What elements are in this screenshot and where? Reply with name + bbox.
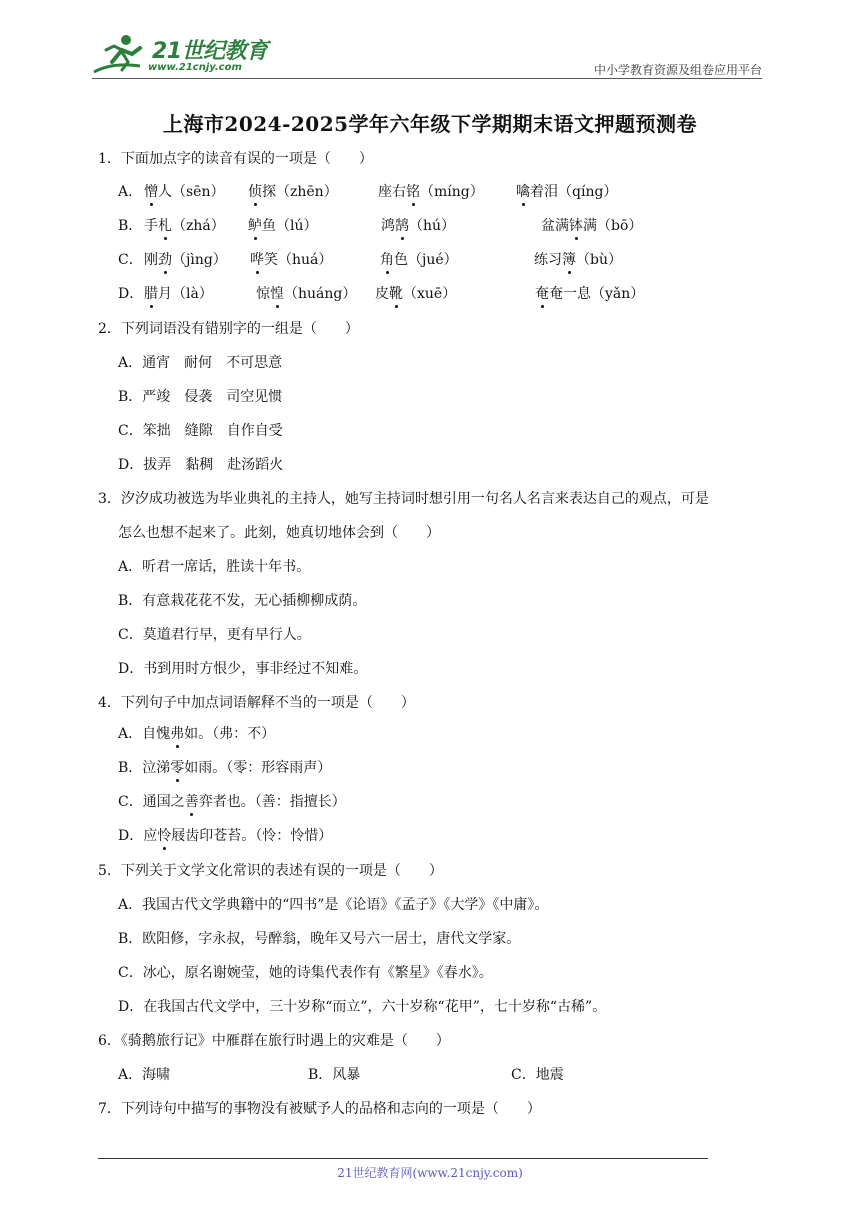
question-2-stem: 2．下列词语没有错别字的一组是（ ） — [98, 321, 359, 337]
page-header — [92, 28, 762, 80]
runner-logo-icon — [92, 32, 152, 78]
question-3-option-b[interactable]: B．有意栽花花不发，无心插柳柳成荫。 — [118, 593, 367, 609]
footer-divider — [98, 1158, 708, 1159]
question-7-stem: 7．下列诗句中描写的事物没有被赋予人的品格和志向的一项是（ ） — [98, 1101, 541, 1117]
question-2-option-c[interactable]: C．笨拙 缝隙 自作自受 — [118, 423, 283, 439]
question-4-option-c[interactable]: C．通国之善弈者也。（善：指擅长） — [118, 794, 346, 810]
logo — [92, 32, 292, 78]
question-6-option-b[interactable]: B．风暴 — [308, 1067, 361, 1083]
question-5-option-a[interactable]: A．我国古代文学典籍中的“四书”是《论语》《孟子》《大学》《中庸》。 — [118, 897, 549, 913]
header-divider — [92, 78, 762, 79]
logo-text: 21世纪教育 — [152, 39, 268, 64]
question-3-stem: 3．汐汐成功被选为毕业典礼的主持人，她写主持词时想引用一句名人名言来表达自己的观点，可是 — [98, 491, 709, 507]
question-4-option-a[interactable]: A．自愧弗如。（弗：不） — [118, 726, 276, 742]
question-3-option-a[interactable]: A．听君一席话，胜读十年书。 — [118, 559, 311, 575]
question-4-option-b[interactable]: B．泣涕零如雨。（零：形容雨声） — [118, 760, 332, 776]
question-4-stem: 4．下列句子中加点词语解释不当的一项是（ ） — [98, 695, 415, 711]
question-6-stem: 6．《骑鹅旅行记》中雁群在旅行时遇上的灾难是（ ） — [98, 1033, 450, 1049]
question-5-option-d[interactable]: D．在我国古代文学中，三十岁称“而立”，六十岁称“花甲”，七十岁称“古稀”。 — [118, 999, 607, 1015]
question-6-option-a[interactable]: A．海啸 — [118, 1067, 171, 1083]
question-5-option-b[interactable]: B．欧阳修，字永叔，号醉翁，晚年又号六一居士，唐代文学家。 — [118, 931, 521, 947]
question-6-option-c[interactable]: C．地震 — [511, 1067, 564, 1083]
question-3-option-c[interactable]: C．莫道君行早，更有早行人。 — [118, 627, 311, 643]
question-5-option-c[interactable]: C．冰心，原名谢婉莹，她的诗集代表作有《繁星》《春水》。 — [118, 965, 493, 981]
page-title: 上海市2024-2025学年六年级下学期期末语文押题预测卷 — [162, 112, 698, 136]
question-2-option-b[interactable]: B．严竣 侵袭 司空见惯 — [118, 389, 283, 405]
question-2-option-a[interactable]: A．通宵 耐何 不可思意 — [118, 355, 283, 371]
question-3-stem-continued: 怎么也想不起来了。此刻，她真切地体会到（ ） — [118, 525, 440, 541]
question-1-stem: 1．下面加点字的读音有误的一项是（ ） — [98, 151, 373, 167]
question-4-option-d[interactable]: D．应怜屐齿印苍苔。（怜：怜惜） — [118, 828, 333, 844]
platform-name: 中小学教育资源及组卷应用平台 — [593, 63, 762, 77]
question-5-stem: 5．下列关于文学文化常识的表述有误的一项是（ ） — [98, 863, 443, 879]
footer-link[interactable]: 21世纪教育网(www.21cnjy.com) — [337, 1166, 523, 1180]
question-3-option-d[interactable]: D．书到用时方恨少，事非经过不知难。 — [118, 661, 368, 677]
logo-url: www.21cnjy.com — [148, 62, 242, 73]
question-2-option-d[interactable]: D．拔弄 黏稠 赴汤蹈火 — [118, 457, 284, 473]
